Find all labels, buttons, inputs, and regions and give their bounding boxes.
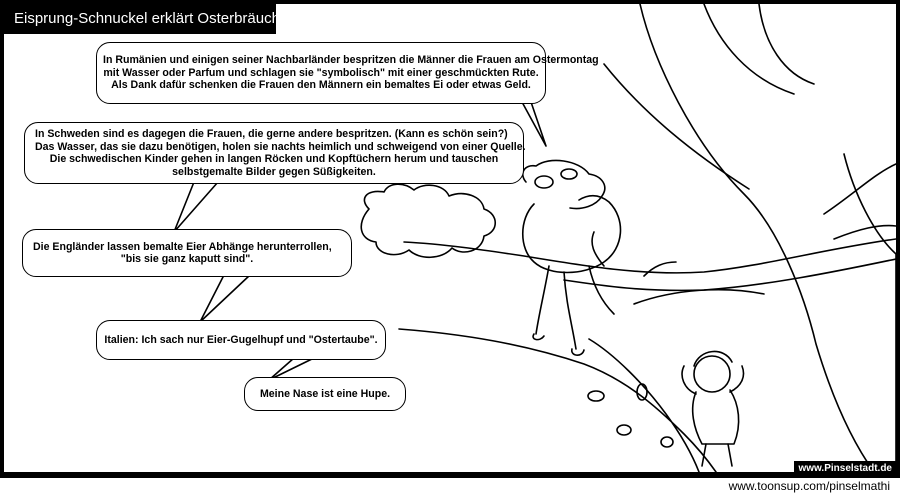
creature-eye-left <box>535 176 553 188</box>
footer-url: www.toonsup.com/pinselmathi <box>728 479 890 493</box>
bubble-line: Die Engländer lassen bemalte Eier Abhänge herunterrollen, <box>33 240 332 253</box>
egg <box>617 425 631 435</box>
child-body <box>693 390 739 444</box>
bubble-tail <box>174 182 218 232</box>
bubble-line: Meine Nase ist eine Hupe. <box>259 387 391 400</box>
bubble-line: "bis sie ganz kaputt sind". <box>120 253 254 265</box>
bubble-line: selbstgemalte Bilder gegen Süßigkeiten. <box>172 165 376 178</box>
bubble-line: Das Wasser, das sie dazu benötigen, holen sie nachts heimlich und schweigend von einer Quelle. <box>35 140 526 153</box>
egg <box>637 384 647 400</box>
bubble-line: Die schwedischen Kinder gehen in langen Röcken und Kopftüchern herum und tauschen <box>49 153 499 165</box>
leaf-clump <box>361 184 495 257</box>
comic-panel <box>4 4 896 472</box>
bubble-line: In Schweden sind es dagegen die Frauen, die gerne andere bespritzen. (Kann es schön sein?) <box>35 128 508 140</box>
page-title: Eisprung-Schnuckel erklärt Osterbräuche. <box>4 4 276 34</box>
creature-body <box>523 196 621 273</box>
bubble-line: mit Wasser oder Parfum und schlagen sie "symbolisch" mit einer geschmückten Rute. <box>103 66 539 79</box>
speech-bubble-sweden <box>24 122 524 184</box>
speech-bubble-england <box>22 229 352 277</box>
creature-eye-right <box>561 169 577 179</box>
speech-bubble-romania <box>96 42 599 104</box>
egg <box>661 437 673 447</box>
egg <box>588 391 604 401</box>
speech-bubble-italy <box>96 320 386 360</box>
tree-branch-upper <box>604 4 814 189</box>
bubble-tail <box>200 275 250 322</box>
bubble-line: In Rumänien und einigen seiner Nachbarländer bespritzen die Männer die Frauen am Ostermontag <box>103 54 599 67</box>
bubble-line: Als Dank dafür schenken die Frauen den Männern ein bemaltes Ei oder etwas Geld. <box>111 79 531 92</box>
child-legs <box>702 444 732 466</box>
tree-trunk <box>640 4 896 472</box>
child-head <box>694 356 730 392</box>
child-arms <box>682 366 743 394</box>
bubble-tail <box>522 102 546 146</box>
twig <box>592 232 676 276</box>
credit-label: www.Pinselstadt.de <box>794 461 896 472</box>
speech-bubble-nose <box>244 377 406 411</box>
creature-legs <box>536 266 614 349</box>
bubble-line: Italien: Ich sach nur Eier-Gugelhupf und "Ostertaube". <box>104 333 378 346</box>
